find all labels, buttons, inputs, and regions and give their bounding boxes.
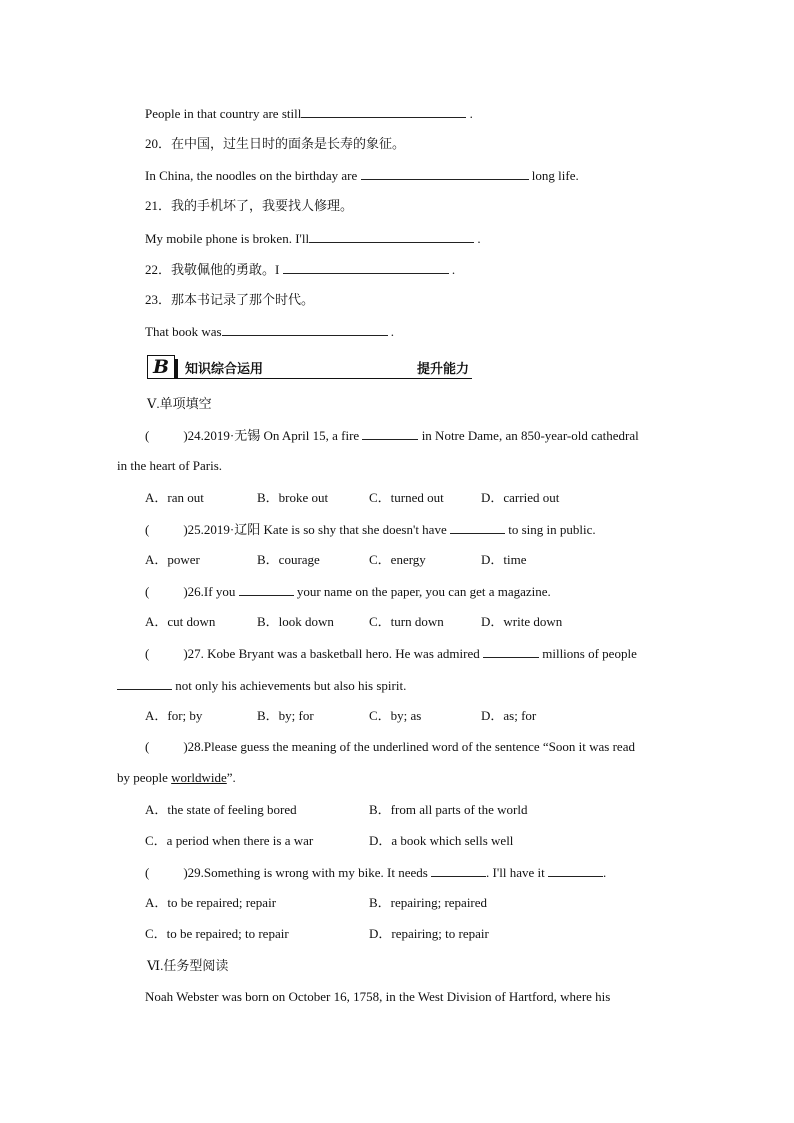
option-b[interactable]: B．look down: [257, 614, 334, 629]
answer-blank[interactable]: [361, 167, 529, 180]
option-c[interactable]: C．to be repaired; to repair: [145, 926, 289, 941]
answer-blank[interactable]: [431, 864, 486, 877]
option-a[interactable]: A．cut down: [145, 614, 216, 629]
answer-blank[interactable]: [309, 230, 474, 243]
option-d[interactable]: D．repairing; to repair: [369, 926, 489, 941]
question-24-cont: in the heart of Paris.: [117, 458, 223, 473]
option-a[interactable]: A．ran out: [145, 490, 204, 505]
option-b[interactable]: B．repairing; repaired: [369, 895, 488, 910]
question-line: 20．在中国，过生日时的面条是长寿的象征。: [145, 136, 406, 151]
banner-subtitle: 提升能力: [417, 362, 470, 377]
option-d[interactable]: D．time: [481, 552, 527, 567]
answer-blank[interactable]: [283, 261, 449, 274]
option-c[interactable]: C．a period when there is a war: [145, 833, 314, 848]
answer-blank[interactable]: [239, 583, 294, 596]
section-b-logo: B: [147, 355, 175, 379]
sentence-line: My mobile phone is broken. I'll .: [145, 231, 481, 246]
question-29: ( )29.Something is wrong with my bike. It needs . I'll have it .: [145, 865, 607, 880]
question-27-cont: not only his achievements but also his spirit.: [117, 677, 406, 694]
question-25: ( )25.2019·辽阳 Kate is so shy that she doesn't have to sing in public.: [145, 522, 596, 537]
answer-blank[interactable]: [222, 323, 388, 336]
option-a[interactable]: A．the state of feeling bored: [145, 802, 297, 817]
answer-blank[interactable]: [362, 427, 418, 440]
section-banner: [147, 355, 472, 379]
option-d[interactable]: D．write down: [481, 614, 563, 629]
answer-blank[interactable]: [117, 677, 172, 690]
option-a[interactable]: A．power: [145, 552, 200, 567]
answer-blank[interactable]: [548, 864, 603, 877]
option-c[interactable]: C．energy: [369, 552, 426, 567]
underlined-word: worldwide: [171, 770, 227, 785]
answer-blank[interactable]: [301, 105, 466, 118]
answer-blank[interactable]: [483, 645, 539, 658]
answer-blank[interactable]: [450, 521, 505, 534]
option-d[interactable]: D．as; for: [481, 708, 537, 723]
question-line: 22．我敬佩他的勇敢。I .: [145, 262, 456, 277]
option-a[interactable]: A．to be repaired; repair: [145, 895, 277, 910]
question-27: ( )27. Kobe Bryant was a basketball hero. He was admired millions of people: [145, 646, 637, 661]
option-c[interactable]: C．turned out: [369, 490, 444, 505]
sentence-line: That book was .: [145, 324, 395, 339]
passage-text: Noah Webster was born on October 16, 1758, in the West Division of Hartford, where his: [145, 989, 611, 1004]
question-28: ( )28.Please guess the meaning of the underlined word of the sentence “Soon it was read: [145, 739, 635, 754]
option-c[interactable]: C．turn down: [369, 614, 444, 629]
section-heading: Ⅴ.单项填空: [147, 396, 212, 411]
option-b[interactable]: B．courage: [257, 552, 320, 567]
question-line: 23．那本书记录了那个时代。: [145, 292, 315, 307]
option-d[interactable]: D．a book which sells well: [369, 833, 514, 848]
option-b[interactable]: B．from all parts of the world: [369, 802, 528, 817]
banner-title: 知识综合运用: [185, 362, 264, 377]
section-heading: Ⅵ.任务型阅读: [147, 958, 229, 973]
question-24: ( )24.2019·无锡 On April 15, a fire in Notre Dame, an 850-year-old cathedral: [145, 428, 639, 443]
option-b[interactable]: B．by; for: [257, 708, 314, 723]
option-b[interactable]: B．broke out: [257, 490, 329, 505]
banner-rule: [177, 378, 472, 379]
question-26: ( )26.If you your name on the paper, you can get a magazine.: [145, 584, 551, 599]
sentence-line: In China, the noodles on the birthday are long life.: [145, 168, 579, 183]
sentence-line: People in that country are still .: [145, 106, 473, 121]
option-d[interactable]: D．carried out: [481, 490, 560, 505]
option-a[interactable]: A．for; by: [145, 708, 203, 723]
option-c[interactable]: C．by; as: [369, 708, 422, 723]
question-28-cont: by people worldwide”.: [117, 770, 236, 785]
question-line: 21．我的手机坏了，我要找人修理。: [145, 198, 354, 213]
